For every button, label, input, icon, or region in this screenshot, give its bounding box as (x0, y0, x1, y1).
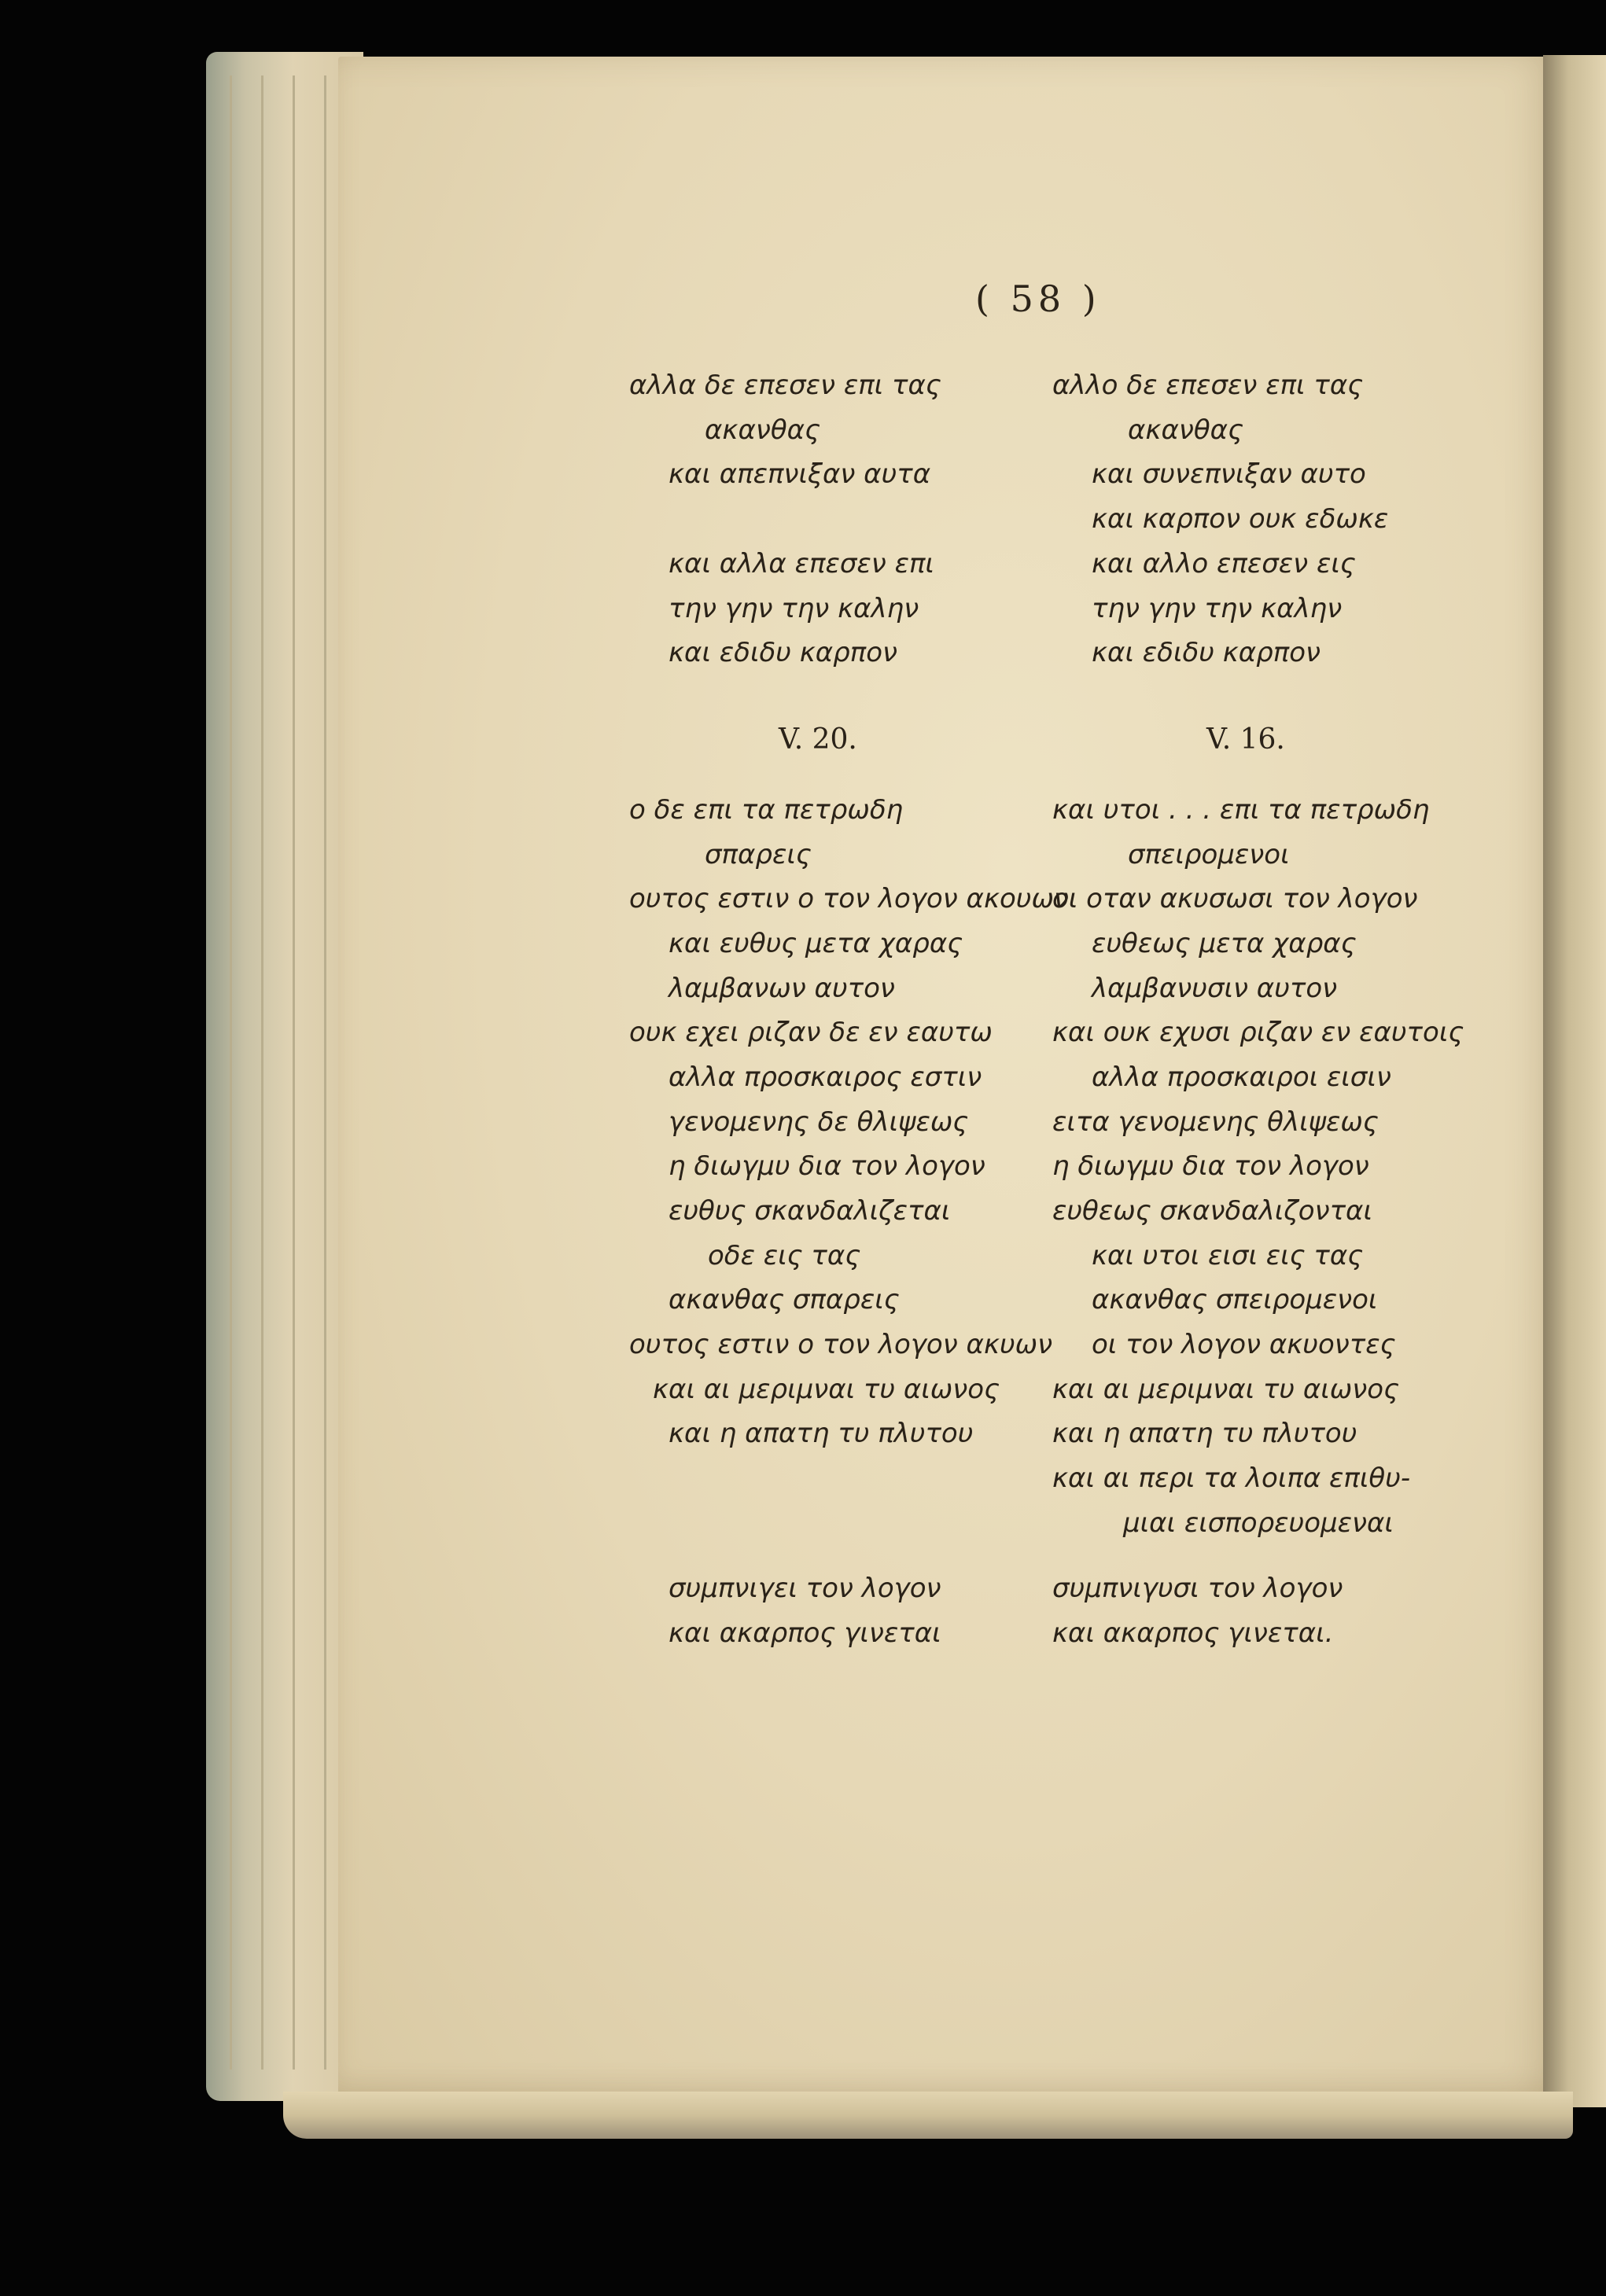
text-line: συμπνιγυσι τον λογον (1052, 1573, 1343, 1604)
text-line: και ακαρπος γινεται. (1052, 1617, 1334, 1649)
verse-reference: V. 16. (1206, 723, 1285, 756)
text-line: ακανθας (1128, 414, 1244, 446)
text-line: ειτα γενομενης θλιψεως (1052, 1106, 1379, 1138)
text-line: γενομενης δε θλιψεως (669, 1106, 969, 1138)
text-line: αλλα προσκαιρος εστιν (669, 1062, 982, 1093)
text-line: ουτος εστιν ο τον λογον ακυων (629, 1329, 1053, 1360)
text-line: και ακαρπος γινεται (669, 1617, 941, 1649)
text-line: ευθυς σκανδαλιζεται (669, 1195, 951, 1227)
text-line: συμπνιγει τον λογον (669, 1573, 941, 1604)
text-line: και εδιδυ καρπον (1092, 637, 1321, 668)
text-line: αλλα προσκαιροι εισιν (1092, 1062, 1391, 1093)
text-line: και υτοι εισι εις τας (1092, 1240, 1364, 1271)
text-line: ευθεως σκανδαλιζονται (1052, 1195, 1372, 1227)
text-line: ευθεως μετα χαρας (1092, 928, 1357, 959)
text-line: και αι μεριμναι τυ αιωνος (1052, 1374, 1400, 1405)
text-line: λαμβανων αυτον (669, 973, 895, 1004)
text-line: και απεπνιξαν αυτα (669, 458, 931, 490)
text-line: ουτος εστιν ο τον λογον ακουων (629, 883, 1069, 914)
text-line: οι τον λογον ακυοντες (1092, 1329, 1396, 1360)
text-line: την γην την καλην (669, 593, 919, 624)
text-line: μιαι εισπορευομεναι (1123, 1507, 1394, 1539)
page-number: ( 58 ) (975, 278, 1101, 320)
text-line: σπειρομενοι (1128, 839, 1290, 870)
text-line: σπαρεις (705, 839, 812, 870)
verse-reference: V. 20. (779, 723, 857, 756)
text-line: και καρπον ουκ εδωκε (1092, 503, 1389, 535)
text-line: λαμβανυσιν αυτον (1092, 973, 1338, 1004)
text-line: και εδιδυ καρπον (669, 637, 898, 668)
book-gutter (1543, 55, 1606, 2107)
text-line: ακανθας (705, 414, 821, 446)
text-line: ακανθας σπειρομενοι (1092, 1284, 1378, 1315)
text-line: και συνεπνιξαν αυτο (1092, 458, 1366, 490)
text-line: η διωγμυ δια τον λογον (1052, 1150, 1369, 1182)
text-line: και η απατη τυ πλυτου (669, 1418, 974, 1449)
text-line: η διωγμυ δια τον λογον (669, 1150, 985, 1182)
page-bottom-edge (283, 2092, 1573, 2139)
text-line: ουκ εχει ριζαν δε εν εαυτω (629, 1017, 993, 1048)
text-line: ακανθας σπαρεις (669, 1284, 900, 1315)
text-line: οδε εις τας (708, 1240, 861, 1271)
text-line: και ουκ εχυσι ριζαν εν εαυτοις (1052, 1017, 1464, 1048)
text-line: και υτοι . . . επι τα πετρωδη (1052, 794, 1430, 826)
text-line: αλλο δε επεσεν επι τας (1052, 370, 1364, 401)
text-line: αλλα δε επεσεν επι τας (629, 370, 941, 401)
text-line: και αι περι τα λοιπα επιθυ- (1052, 1463, 1411, 1494)
text-line: και αι μεριμναι τυ αιωνος (653, 1374, 1000, 1405)
text-line: και η απατη τυ πλυτου (1052, 1418, 1357, 1449)
text-line: την γην την καλην (1092, 593, 1343, 624)
text-line: και αλλο επεσεν εις (1092, 548, 1356, 580)
text-line: και ευθυς μετα χαρας (669, 928, 963, 959)
text-line: και αλλα επεσεν επι (669, 548, 934, 580)
text-line: οι οταν ακυσωσι τον λογον (1052, 883, 1418, 914)
text-line: ο δε επι τα πετρωδη (629, 794, 904, 826)
